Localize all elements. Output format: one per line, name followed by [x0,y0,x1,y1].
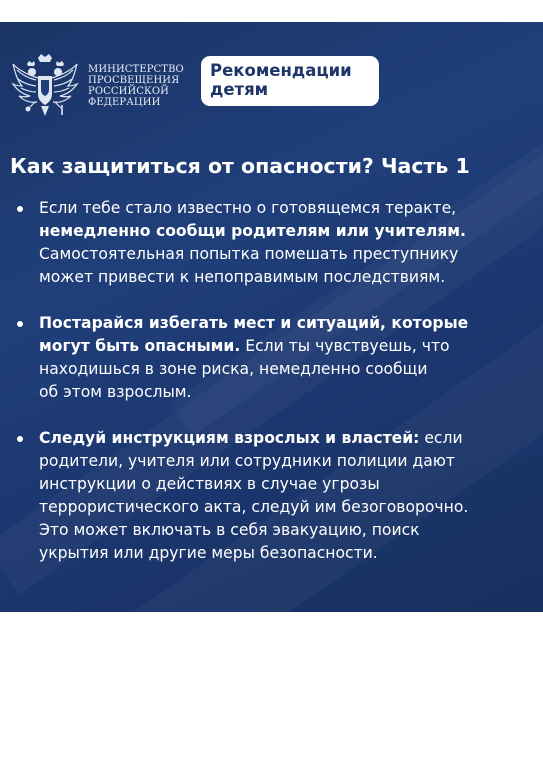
text-line [39,427,534,450]
text-line [39,519,534,542]
text-line [39,335,534,358]
text-line [39,358,534,381]
regular-text: если [419,429,463,447]
text-line [39,220,534,243]
poster-card [0,22,543,612]
regular-text: укрытия или другие меры безопасности. [39,544,378,562]
bold-text: Следуй инструкциям взрослых и властей: [39,429,420,447]
text-line [39,243,534,266]
regular-text: находишься в зоне риска, немедленно сообщи [39,360,428,378]
ministry-line: МИНИСТЕРСТВО [88,64,184,75]
ministry-line: ФЕДЕРАЦИИ [88,97,161,108]
list-item [14,312,534,404]
regular-text: об этом взрослым. [39,383,192,401]
text-line [39,542,534,565]
recommendations-badge [201,56,379,106]
bold-text: Постарайся избегать мест и ситуаций, которые [39,314,469,332]
ministry-line: ПРОСВЕЩЕНИЯ [88,75,180,86]
bullet-icon [17,321,23,327]
text-line [39,473,534,496]
advice-list [14,197,534,588]
text-line [39,381,534,404]
bold-text: немедленно сообщи родителям или учителям. [39,222,466,240]
text-line [39,197,534,220]
regular-text: Самостоятельная попытка помешать преступнику [39,245,459,263]
ministry-header [8,50,184,122]
badge-line: Рекомендации [210,61,352,80]
regular-text: родители, учителя или сотрудники полиции дают [39,452,455,470]
bullet-icon [17,436,23,442]
regular-text: террористического акта, следуй им безоговорочно. [39,498,469,516]
regular-text: может привести к непоправимым последствиям. [39,268,446,286]
text-line [39,496,534,519]
text-line [39,266,534,289]
regular-text: Если тебе стало известно о готовящемся теракте, [39,199,457,217]
badge-line: детям [210,80,269,99]
list-item [14,427,534,565]
text-line [39,312,534,335]
ministry-name [88,64,184,108]
regular-text: Если ты чувствуешь, что [240,337,450,355]
page-title: Как защититься от опасности? Часть 1 [10,154,470,178]
list-item [14,197,534,289]
ministry-line: РОССИЙСКОЙ [88,86,169,97]
text-line [39,450,534,473]
regular-text: инструкции о действиях в случае угрозы [39,475,380,493]
regular-text: Это может включать в себя эвакуацию, поиск [39,521,420,539]
bullet-icon [17,206,23,212]
bold-text: могут быть опасными. [39,337,241,355]
double-headed-eagle-icon [8,50,82,122]
